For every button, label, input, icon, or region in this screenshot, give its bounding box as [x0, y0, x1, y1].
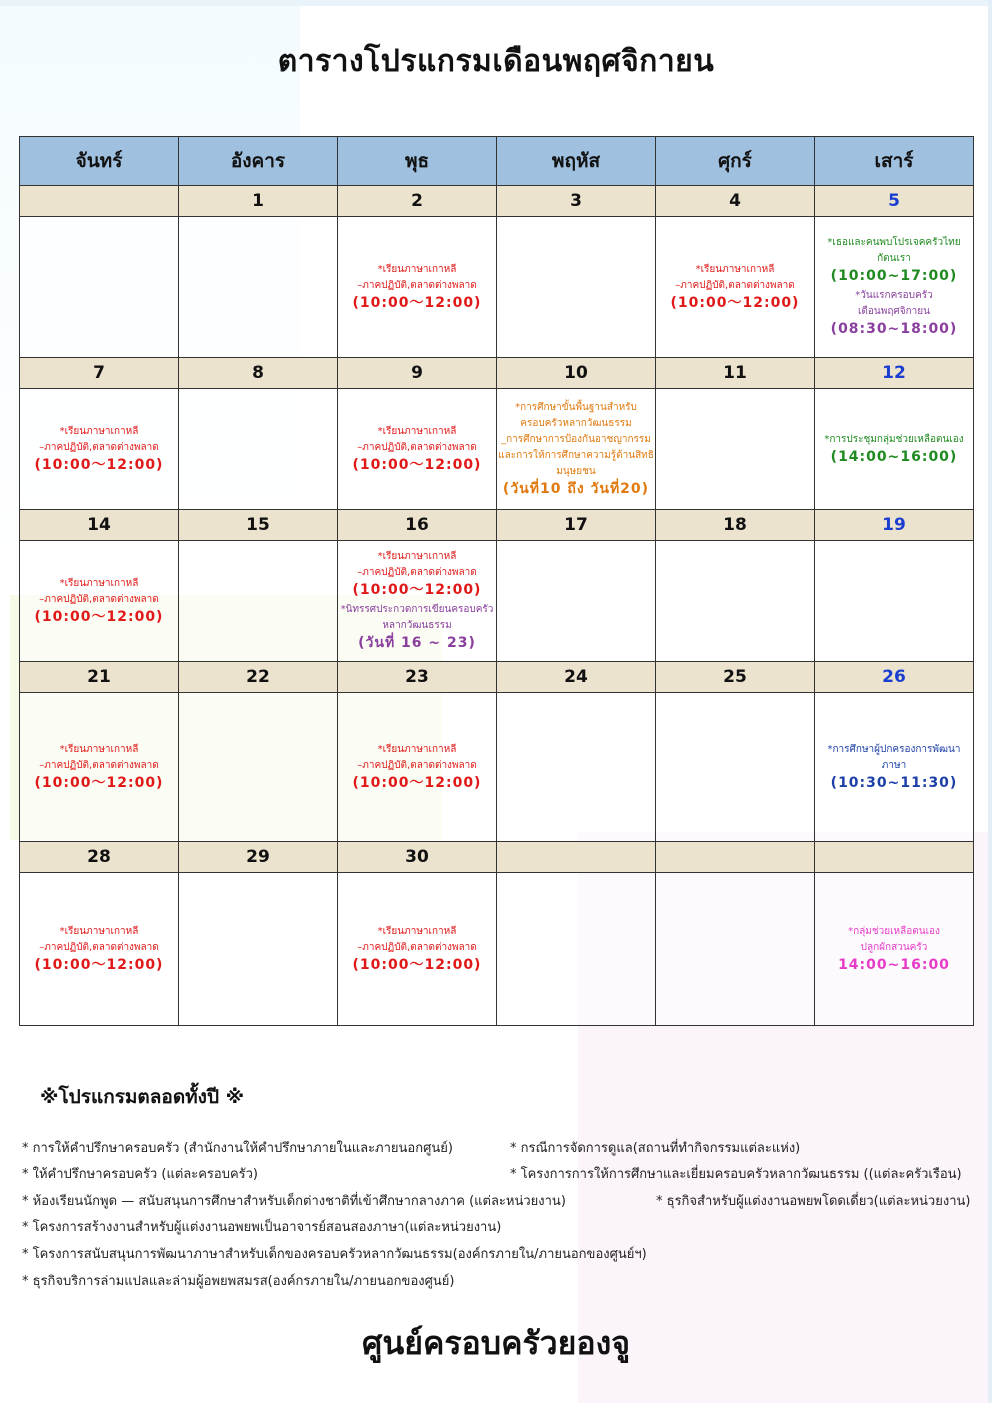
date-cell: 23: [338, 662, 497, 693]
event-time: (10:00〜12:00): [352, 294, 482, 311]
date-cell: [20, 186, 179, 217]
event-entry: [20, 742, 178, 793]
calendar-body: [20, 186, 974, 1026]
date-cell: 11: [656, 358, 815, 389]
page-title: ตารางโปรแกรมเดือนพฤศจิกายน: [277, 44, 715, 79]
day-cell: [815, 389, 974, 510]
event-time: (10:30~11:30): [830, 774, 958, 791]
event-name: *เรียนภาษาเกาหลี: [377, 425, 457, 437]
day-cell: [656, 217, 815, 358]
event-time: (10:00〜12:00): [352, 456, 482, 473]
day-cell: [179, 693, 338, 842]
event-name: *การศึกษาผู้ปกครองการพัฒนา: [827, 743, 961, 755]
date-row: [20, 358, 974, 389]
event-row: [20, 541, 974, 662]
annual-program-item: * ธุรกิจสำหรับผู้แต่งงานอพยพโดดเดี่ยว(แต่ละหน่วยงาน): [656, 1194, 971, 1209]
event-entry: [497, 400, 655, 499]
event-name: *เรียนภาษาเกาหลี: [695, 263, 775, 275]
day-cell: [20, 873, 179, 1026]
event-detail: กัตนเรา: [877, 253, 911, 264]
annual-program-item: * โครงการสร้างงานสำหรับผู้แต่งงานอพยพเป็นอาจารย์สอนสองภาษา(แต่ละหน่วยงาน): [22, 1220, 502, 1235]
date-cell: 10: [497, 358, 656, 389]
date-cell: 17: [497, 510, 656, 541]
date-cell: 15: [179, 510, 338, 541]
event-detail: เดือนพฤศจิกายน: [858, 306, 930, 317]
event-entry: [20, 576, 178, 627]
event-time: (วันที่ 16 ~ 23): [358, 635, 476, 651]
date-row: [20, 186, 974, 217]
event-entry: [338, 424, 496, 475]
date-cell: [497, 842, 656, 873]
day-cell: [497, 541, 656, 662]
event-entry: [338, 602, 496, 653]
date-row: [20, 662, 974, 693]
event-entry: [815, 924, 973, 975]
event-time: (10:00~17:00): [830, 268, 958, 284]
event-entry: [656, 262, 814, 313]
event-detail: –ภาคปฏิบัติ,ตลาดต่างพลาด: [357, 279, 477, 291]
date-cell: 24: [497, 662, 656, 693]
day-cell: [815, 693, 974, 842]
event-time: (10:00〜12:00): [34, 774, 164, 791]
date-cell: [656, 842, 815, 873]
event-name: *เรียนภาษาเกาหลี: [377, 263, 457, 275]
day-cell: [20, 389, 179, 510]
event-time: (10:00〜12:00): [352, 956, 482, 973]
annual-program-item: * ให้คำปรึกษาครอบครัว (แต่ละครอบครัว): [22, 1167, 258, 1182]
annual-program-item: * โครงการการให้การศึกษาและเยี่ยมครอบครัวหลากวัฒนธรรม ((แต่ละครัวเรือน): [510, 1167, 962, 1182]
weekday-header: เสาร์: [815, 137, 974, 186]
event-name: *เรียนภาษาเกาหลี: [59, 743, 139, 755]
weekday-header: อังคาร: [179, 137, 338, 186]
event-entry: [815, 235, 973, 286]
background-top-band: [0, 0, 992, 6]
event-row: [20, 693, 974, 842]
event-detail: –ภาคปฏิบัติ,ตลาดต่างพลาด: [357, 441, 477, 453]
event-entry: [815, 742, 973, 793]
event-time: 14:00~16:00: [838, 956, 950, 973]
annual-program-item: * การให้คำปรึกษาครอบครัว (สำนักงานให้คำปรึกษาภายในและภายนอกศูนย์): [22, 1141, 453, 1156]
event-time: (14:00~16:00): [830, 448, 958, 465]
event-time: (10:00〜12:00): [670, 294, 800, 311]
event-time: (10:00〜12:00): [34, 608, 164, 625]
date-cell: 26: [815, 662, 974, 693]
event-name: *เรียนภาษาเกาหลี: [377, 743, 457, 755]
event-detail: ปลูกผักสวนครัว: [860, 941, 928, 953]
event-entry: [338, 549, 496, 600]
date-cell: 8: [179, 358, 338, 389]
date-cell: 25: [656, 662, 815, 693]
event-detail: –ภาคปฏิบัติ,ตลาดต่างพลาด: [357, 941, 477, 953]
day-cell: [338, 217, 497, 358]
page-edge: [988, 0, 992, 1403]
event-time: (08:30~18:00): [830, 321, 958, 337]
date-cell: 29: [179, 842, 338, 873]
event-time: (10:00〜12:00): [34, 456, 164, 473]
date-cell: 16: [338, 510, 497, 541]
event-row: [20, 873, 974, 1026]
date-cell: 3: [497, 186, 656, 217]
day-cell: [338, 389, 497, 510]
event-row: [20, 217, 974, 358]
event-name: *เรียนภาษาเกาหลี: [59, 577, 139, 589]
event-entry: [338, 924, 496, 975]
weekday-header-row: [20, 137, 974, 186]
date-cell: 2: [338, 186, 497, 217]
date-cell: 14: [20, 510, 179, 541]
date-row: [20, 842, 974, 873]
day-cell: [20, 541, 179, 662]
event-entry: [815, 432, 973, 467]
event-detail: ภาษา: [881, 759, 907, 771]
event-detail: –ภาคปฏิบัติ,ตลาดต่างพลาด: [39, 941, 159, 953]
event-entry: [815, 288, 973, 339]
event-detail: _การศึกษาการป้องกันอาชญากรรมและการให้การศึกษาความรู้ด้านสิทธิมนุษยชน: [498, 433, 654, 477]
date-cell: 9: [338, 358, 497, 389]
day-cell: [20, 693, 179, 842]
day-cell: [497, 693, 656, 842]
event-detail: –ภาคปฏิบัติ,ตลาดต่างพลาด: [357, 567, 477, 578]
annual-program-heading: ※โปรแกรมตลอดทั้งปี ※: [40, 1086, 245, 1108]
event-name: *การศึกษาขั้นพื้นฐานสำหรับครอบครัวหลากวัฒนธรรม: [515, 401, 637, 429]
date-cell: 5: [815, 186, 974, 217]
annual-program-item: * ห้องเรียนนักพูด — สนับสนุนการศึกษาสำหรับเด็กต่างชาติที่เข้าศึกษากลางภาค (แต่ละหน่วยงาน): [22, 1194, 566, 1209]
day-cell: [815, 217, 974, 358]
event-name: *เรียนภาษาเกาหลี: [59, 925, 139, 937]
event-row: [20, 389, 974, 510]
event-name: *เรียนภาษาเกาหลี: [59, 425, 139, 437]
event-name: *การประชุมกลุ่มช่วยเหลือตนเอง: [824, 433, 964, 445]
annual-program-item: * กรณีการจัดการดูแล(สถานที่ทำกิจกรรมแต่ละแห่ง): [510, 1141, 801, 1156]
weekday-header: พุธ: [338, 137, 497, 186]
date-cell: 30: [338, 842, 497, 873]
event-detail: –ภาคปฏิบัติ,ตลาดต่างพลาด: [39, 759, 159, 771]
center-name-footer: ศูนย์ครอบครัวยองจู: [362, 1324, 630, 1362]
day-cell: [20, 217, 179, 358]
event-time: (10:00〜12:00): [34, 956, 164, 973]
day-cell: [656, 693, 815, 842]
date-cell: 19: [815, 510, 974, 541]
event-time: (10:00〜12:00): [352, 774, 482, 791]
day-cell: [338, 541, 497, 662]
date-cell: 28: [20, 842, 179, 873]
date-cell: 1: [179, 186, 338, 217]
annual-program-item: * โครงการสนับสนุนการพัฒนาภาษาสำหรับเด็กของครอบครัวหลากวัฒนธรรม(องค์กรภายใน/ภายนอกของศูนย์ฯ): [22, 1247, 647, 1262]
day-cell: [815, 873, 974, 1026]
date-cell: 22: [179, 662, 338, 693]
day-cell: [497, 389, 656, 510]
event-time: (วันที่10 ถึง วันที่20): [502, 480, 650, 497]
date-cell: 4: [656, 186, 815, 217]
day-cell: [656, 389, 815, 510]
day-cell: [656, 873, 815, 1026]
event-entry: [20, 924, 178, 975]
event-detail: –ภาคปฏิบัติ,ตลาดต่างพลาด: [357, 759, 477, 771]
calendar-table: [19, 136, 974, 1026]
annual-program-item: * ธุรกิจบริการล่ามแปลและล่ามผู้อพยพสมรส(องค์กรภายใน/ภายนอกของศูนย์): [22, 1274, 455, 1289]
day-cell: [815, 541, 974, 662]
day-cell: [179, 541, 338, 662]
day-cell: [338, 873, 497, 1026]
event-detail: –ภาคปฏิบัติ,ตลาดต่างพลาด: [39, 441, 159, 453]
date-cell: 18: [656, 510, 815, 541]
weekday-header: จันทร์: [20, 137, 179, 186]
event-entry: [20, 424, 178, 475]
day-cell: [497, 217, 656, 358]
day-cell: [656, 541, 815, 662]
day-cell: [179, 873, 338, 1026]
date-cell: 7: [20, 358, 179, 389]
day-cell: [179, 389, 338, 510]
day-cell: [338, 693, 497, 842]
event-name: *เธอและคนพบโปรเจคครัวไทย: [827, 237, 961, 248]
date-cell: [815, 842, 974, 873]
event-detail: –ภาคปฏิบัติ,ตลาดต่างพลาด: [675, 279, 795, 291]
date-cell: 21: [20, 662, 179, 693]
event-name: *เรียนภาษาเกาหลี: [377, 925, 457, 937]
day-cell: [497, 873, 656, 1026]
event-time: (10:00〜12:00): [352, 582, 482, 598]
day-cell: [179, 217, 338, 358]
weekday-header: ศุกร์: [656, 137, 815, 186]
event-name: *วันแรกครอบครัว: [855, 290, 933, 301]
event-entry: [338, 742, 496, 793]
event-name: *เรียนภาษาเกาหลี: [377, 551, 457, 562]
event-name: *กลุ่มช่วยเหลือตนเอง: [848, 925, 940, 937]
event-detail: –ภาคปฏิบัติ,ตลาดต่างพลาด: [39, 593, 159, 605]
event-entry: [338, 262, 496, 313]
weekday-header: พฤหัส: [497, 137, 656, 186]
date-row: [20, 510, 974, 541]
event-name: *นิทรรศประกวดการเขียนครอบครัวหลากวัฒนธรรม: [340, 604, 494, 631]
date-cell: 12: [815, 358, 974, 389]
